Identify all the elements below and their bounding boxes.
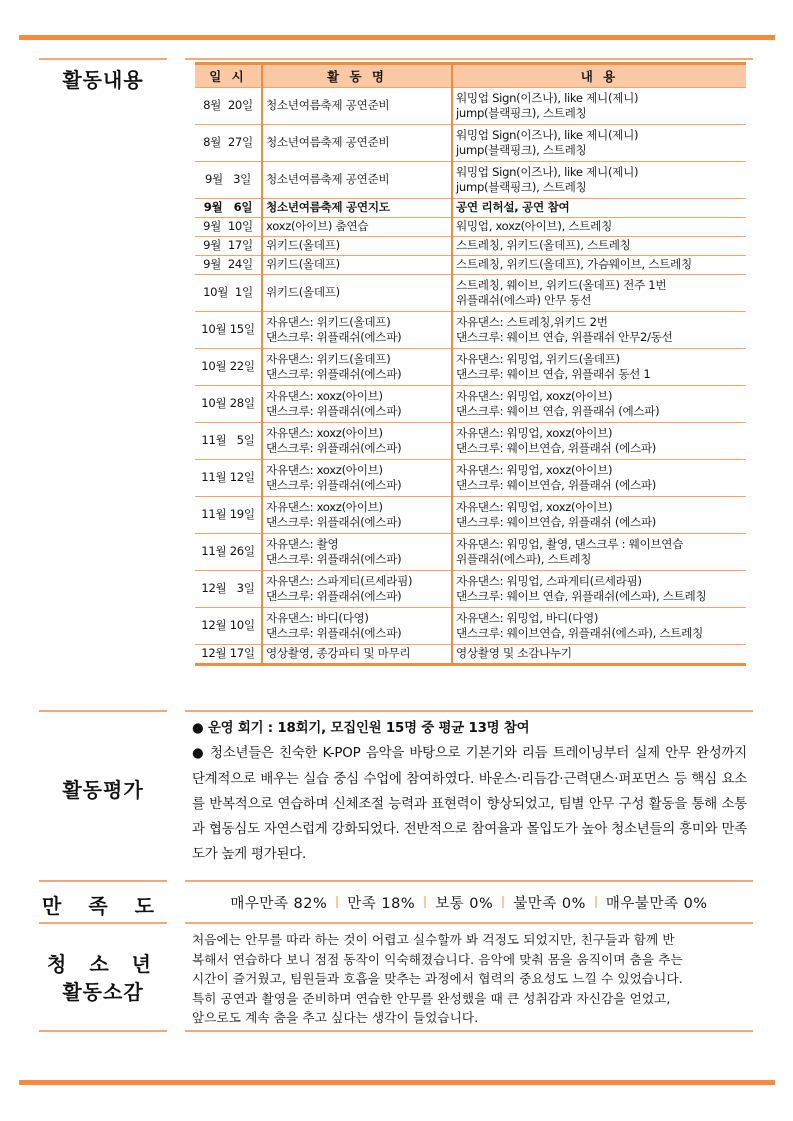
section-rule	[39, 58, 167, 60]
section-rule	[185, 922, 753, 924]
cell-activity-name	[262, 534, 452, 571]
satisfaction-value: 0%	[469, 895, 494, 912]
youth-review-text	[192, 930, 747, 1028]
cell-line: 댄스크루: 위플래쉬(에스파)	[266, 367, 402, 381]
cell-activity-name	[262, 386, 452, 423]
review-line: 특히 공연과 촬영을 준비하며 연습한 안무를 완성했을 때 큰 성취감과 자신감을 얻었고,	[192, 990, 671, 1006]
satisfaction-neutral	[435, 892, 493, 913]
satisfaction-value: 0%	[683, 895, 708, 912]
cell-line: 자유댄스: 워밍업, xoxz(아이브)	[456, 388, 613, 403]
cell-line: 자유댄스: 워밍업, 위키드(올데프)	[456, 351, 620, 366]
cell-activity-name	[262, 199, 452, 218]
cell-activity-name	[262, 608, 452, 645]
divider	[336, 896, 338, 908]
cell-date: 12월 17일	[195, 645, 262, 665]
section-rule	[39, 710, 167, 712]
cell-date: 11월 19일	[195, 497, 262, 534]
cell-content	[452, 237, 746, 256]
header-date: 일 시	[195, 64, 262, 88]
cell-date: 9월 10일	[195, 218, 262, 237]
schedule-table	[195, 62, 746, 666]
table-row	[195, 497, 746, 534]
cell-line: 자유댄스: 워밍업, 스파게티(르세라핌)	[456, 573, 642, 588]
cell-date: 9월 24일	[195, 256, 262, 275]
cell-line: 자유댄스: 위키드(올데프)	[266, 351, 391, 366]
table-row	[195, 218, 746, 237]
cell-date: 10월 22일	[195, 349, 262, 386]
section-label-satisfaction: 만 족 도	[42, 894, 164, 918]
cell-line: 위키드(올데프)	[266, 238, 340, 253]
section-rule	[185, 710, 753, 712]
cell-line: 댄스크루: 웨이브연습, 위플래쉬 (에스파)	[456, 515, 656, 529]
cell-content	[452, 386, 746, 423]
cell-line: 영상촬영 및 소감나누기	[456, 646, 572, 661]
cell-date: 8월 20일	[195, 88, 262, 125]
cell-content	[452, 460, 746, 497]
cell-content	[452, 423, 746, 460]
table-row	[195, 534, 746, 571]
table-row	[195, 312, 746, 349]
table-row	[195, 423, 746, 460]
cell-date: 11월 5일	[195, 423, 262, 460]
cell-activity-name	[262, 497, 452, 534]
cell-line: 스트레칭, 웨이브, 위키드(올데프) 전주 1번	[456, 277, 667, 292]
cell-content	[452, 497, 746, 534]
cell-line: 댄스크루: 위플래쉬(에스파)	[266, 626, 402, 640]
cell-activity-name	[262, 125, 452, 162]
cell-line: 댄스크루: 웨이브연습, 위플래쉬(에스파), 스트레칭	[456, 626, 703, 640]
cell-line: 청소년여름축제 공연지도	[266, 200, 390, 215]
cell-line: xoxz(아이브) 춤연습	[266, 219, 369, 234]
section-rule	[39, 1030, 167, 1032]
cell-date: 12월 3일	[195, 571, 262, 608]
cell-line: 자유댄스: xoxz(아이브)	[266, 462, 383, 477]
cell-activity-name	[262, 349, 452, 386]
cell-line: 워밍업 Sign(이즈나), like 제니(제니)	[456, 90, 639, 105]
cell-line: 자유댄스: xoxz(아이브)	[266, 499, 383, 514]
table-header-row	[195, 64, 746, 88]
cell-line: 댄스크루: 웨이브 연습, 위플래쉬 동선 1	[456, 367, 651, 381]
cell-line: jump(블랙핑크), 스트레칭	[456, 143, 587, 157]
cell-line: 스트레칭, 위키드(올데프), 스트레칭	[456, 238, 631, 253]
cell-activity-name	[262, 312, 452, 349]
cell-line: 댄스크루: 웨이브연습, 위플래쉬 (에스파)	[456, 441, 656, 455]
section-rule	[39, 880, 167, 882]
cell-line: 댄스크루: 위플래쉬(에스파)	[266, 478, 402, 492]
cell-date: 8월 27일	[195, 125, 262, 162]
section-label-activity-evaluation: 활동평가	[62, 778, 144, 802]
cell-line: jump(블랙핑크), 스트레칭	[456, 180, 587, 194]
cell-line: 워밍업 Sign(이즈나), like 제니(제니)	[456, 127, 639, 142]
satisfaction-value: 0%	[561, 895, 586, 912]
cell-content	[452, 608, 746, 645]
satisfaction-label: 불만족	[513, 895, 557, 912]
section-rule	[185, 58, 753, 60]
bottom-accent-bar	[19, 1080, 775, 1085]
satisfaction-very-satisfied	[230, 892, 327, 913]
review-line: 복해서 연습하다 보니 점점 동작이 익숙해졌습니다. 음악에 맞춰 몸을 움직이며 춤을 추는	[192, 951, 683, 967]
table-row	[195, 571, 746, 608]
table-row	[195, 237, 746, 256]
cell-line: 자유댄스: 워밍업, 촬영, 댄스크루 : 웨이브연습	[456, 536, 684, 551]
cell-date: 9월 6일	[195, 199, 262, 218]
cell-line: 자유댄스: 스트레칭,위키드 2번	[456, 314, 608, 329]
cell-line: 워밍업 Sign(이즈나), like 제니(제니)	[456, 164, 639, 179]
cell-content	[452, 349, 746, 386]
label-line: 청 소 년	[47, 952, 159, 976]
cell-date: 12월 10일	[195, 608, 262, 645]
evaluation-summary: ● 운영 회기 : 18회기, 모집인원 15명 중 평균 13명 참여	[192, 721, 530, 736]
cell-date: 11월 26일	[195, 534, 262, 571]
cell-line: 자유댄스: xoxz(아이브)	[266, 425, 383, 440]
table-row	[195, 256, 746, 275]
satisfaction-very-dissatisfied	[606, 892, 708, 913]
cell-activity-name	[262, 218, 452, 237]
cell-content	[452, 256, 746, 275]
cell-line: 자유댄스: 워밍업, 바디(다영)	[456, 610, 599, 625]
table-row	[195, 275, 746, 312]
cell-line: jump(블랙핑크), 스트레칭	[456, 106, 587, 120]
cell-line: 위플래쉬(에스파) 안무 동선	[456, 293, 592, 307]
satisfaction-label: 보통	[435, 895, 465, 912]
cell-date: 9월 3일	[195, 162, 262, 199]
table-row	[195, 460, 746, 497]
header-activity-name: 활 동 명	[262, 64, 452, 88]
cell-activity-name	[262, 645, 452, 665]
cell-content	[452, 275, 746, 312]
section-label-activity-content: 활동내용	[62, 68, 144, 92]
cell-line: 자유댄스: 촬영	[266, 536, 339, 551]
cell-line: 자유댄스: 워밍업, xoxz(아이브)	[456, 462, 613, 477]
section-rule	[39, 922, 167, 924]
cell-line: 댄스크루: 위플래쉬(에스파)	[266, 404, 402, 418]
cell-line: 댄스크루: 위플래쉬(에스파)	[266, 552, 402, 566]
header-content: 내 용	[452, 64, 746, 88]
cell-line: 워밍업, xoxz(아이브), 스트레칭	[456, 219, 612, 234]
section-label-youth-review	[39, 950, 167, 1006]
cell-line: 청소년여름축제 공연준비	[266, 135, 390, 150]
cell-line: 영상촬영, 종강파티 및 마무리	[266, 646, 411, 661]
cell-activity-name	[262, 256, 452, 275]
review-line: 시간이 즐거웠고, 팀원들과 호흡을 맞추는 과정에서 협력의 중요성도 느낄 수 있었습니다.	[192, 971, 683, 986]
cell-line: 댄스크루: 웨이브 연습, 위플래쉬 (에스파)	[456, 404, 660, 418]
satisfaction-label: 매우만족	[230, 895, 289, 912]
cell-line: 자유댄스: 바디(다영)	[266, 610, 369, 625]
cell-line: 위키드(올데프)	[266, 257, 340, 272]
cell-line: 댄스크루: 웨이브 연습, 위플래쉬(에스파), 스트레칭	[456, 589, 707, 603]
cell-line: 스트레칭, 위키드(올데프), 가슴웨이브, 스트레칭	[456, 257, 692, 272]
cell-content	[452, 125, 746, 162]
cell-line: 댄스크루: 웨이브연습, 위플래쉬 (에스파)	[456, 478, 656, 492]
evaluation-text	[192, 716, 747, 868]
cell-date: 10월 15일	[195, 312, 262, 349]
cell-line: 댄스크루: 위플래쉬(에스파)	[266, 330, 402, 344]
table-row	[195, 349, 746, 386]
table-row	[195, 608, 746, 645]
cell-line: 댄스크루: 웨이브 연습, 위플래쉬 안무2/동선	[456, 330, 673, 344]
cell-line: 청소년여름축제 공연준비	[266, 98, 390, 113]
cell-activity-name	[262, 162, 452, 199]
cell-line: 자유댄스: 워밍업, xoxz(아이브)	[456, 425, 613, 440]
cell-content	[452, 312, 746, 349]
cell-activity-name	[262, 88, 452, 125]
review-line: 앞으로도 계속 춤을 추고 싶다는 생각이 들었습니다.	[192, 1010, 479, 1025]
satisfaction-label: 매우불만족	[605, 895, 679, 912]
cell-activity-name	[262, 275, 452, 312]
cell-activity-name	[262, 237, 452, 256]
top-accent-bar	[19, 35, 775, 40]
cell-line: 댄스크루: 위플래쉬(에스파)	[266, 589, 402, 603]
divider	[424, 896, 426, 908]
review-line: 처음에는 안무를 따라 하는 것이 어렵고 실수할까 봐 걱정도 되었지만, 친구들과 함께 반	[192, 932, 675, 947]
cell-date: 11월 12일	[195, 460, 262, 497]
satisfaction-summary	[185, 882, 753, 922]
divider	[502, 896, 504, 908]
satisfaction-label: 만족	[347, 895, 377, 912]
satisfaction-dissatisfied	[513, 892, 586, 913]
divider	[595, 896, 597, 908]
cell-content	[452, 645, 746, 665]
cell-line: 댄스크루: 위플래쉬(에스파)	[266, 441, 402, 455]
cell-activity-name	[262, 460, 452, 497]
cell-line: 댄스크루: 위플래쉬(에스파)	[266, 515, 402, 529]
table-row	[195, 88, 746, 125]
satisfaction-satisfied	[347, 892, 415, 913]
section-rule	[185, 1030, 753, 1032]
cell-activity-name	[262, 423, 452, 460]
label-line: 활동소감	[62, 980, 144, 1004]
cell-date: 10월 28일	[195, 386, 262, 423]
cell-content	[452, 88, 746, 125]
cell-content	[452, 534, 746, 571]
cell-content	[452, 218, 746, 237]
satisfaction-value: 82%	[293, 895, 328, 912]
table-row	[195, 386, 746, 423]
table-row	[195, 162, 746, 199]
evaluation-body: ● 청소년들은 친숙한 K-POP 음악을 바탕으로 기본기와 리듬 트레이닝부터 실제 안무 완성까지 단계적으로 배우는 실습 중심 수업에 참여하였다. 바운스·리듬감·근력댄스·퍼포먼스 등 핵심 요소를 반복적으로 연습하며 신체조절 능력과 표현력이 향상되었고, 팀별 안무 구성 활동을 통해 소통과 협동심도 자연스럽게 강화되었다. 전반적으로 참여율과 몰입도가 높아 청소년들의 흥미와 만족도가 높게 평가된다.	[192, 746, 747, 863]
cell-content	[452, 199, 746, 218]
cell-line: 자유댄스: 스파게티(르세라핌)	[266, 573, 413, 588]
cell-activity-name	[262, 571, 452, 608]
cell-line: 위키드(올데프)	[266, 285, 340, 300]
table-row	[195, 645, 746, 665]
cell-date: 10월 1일	[195, 275, 262, 312]
cell-line: 청소년여름축제 공연준비	[266, 172, 390, 187]
cell-content	[452, 162, 746, 199]
cell-line: 공연 리허설, 공연 참여	[456, 200, 570, 215]
table-row	[195, 199, 746, 218]
cell-content	[452, 571, 746, 608]
cell-line: 자유댄스: 위키드(올데프)	[266, 314, 391, 329]
cell-line: 자유댄스: xoxz(아이브)	[266, 388, 383, 403]
cell-line: 위플래쉬(에스파), 스트레칭	[456, 552, 592, 566]
cell-date: 9월 17일	[195, 237, 262, 256]
table-row	[195, 125, 746, 162]
satisfaction-value: 18%	[381, 895, 416, 912]
cell-line: 자유댄스: 워밍업, xoxz(아이브)	[456, 499, 613, 514]
